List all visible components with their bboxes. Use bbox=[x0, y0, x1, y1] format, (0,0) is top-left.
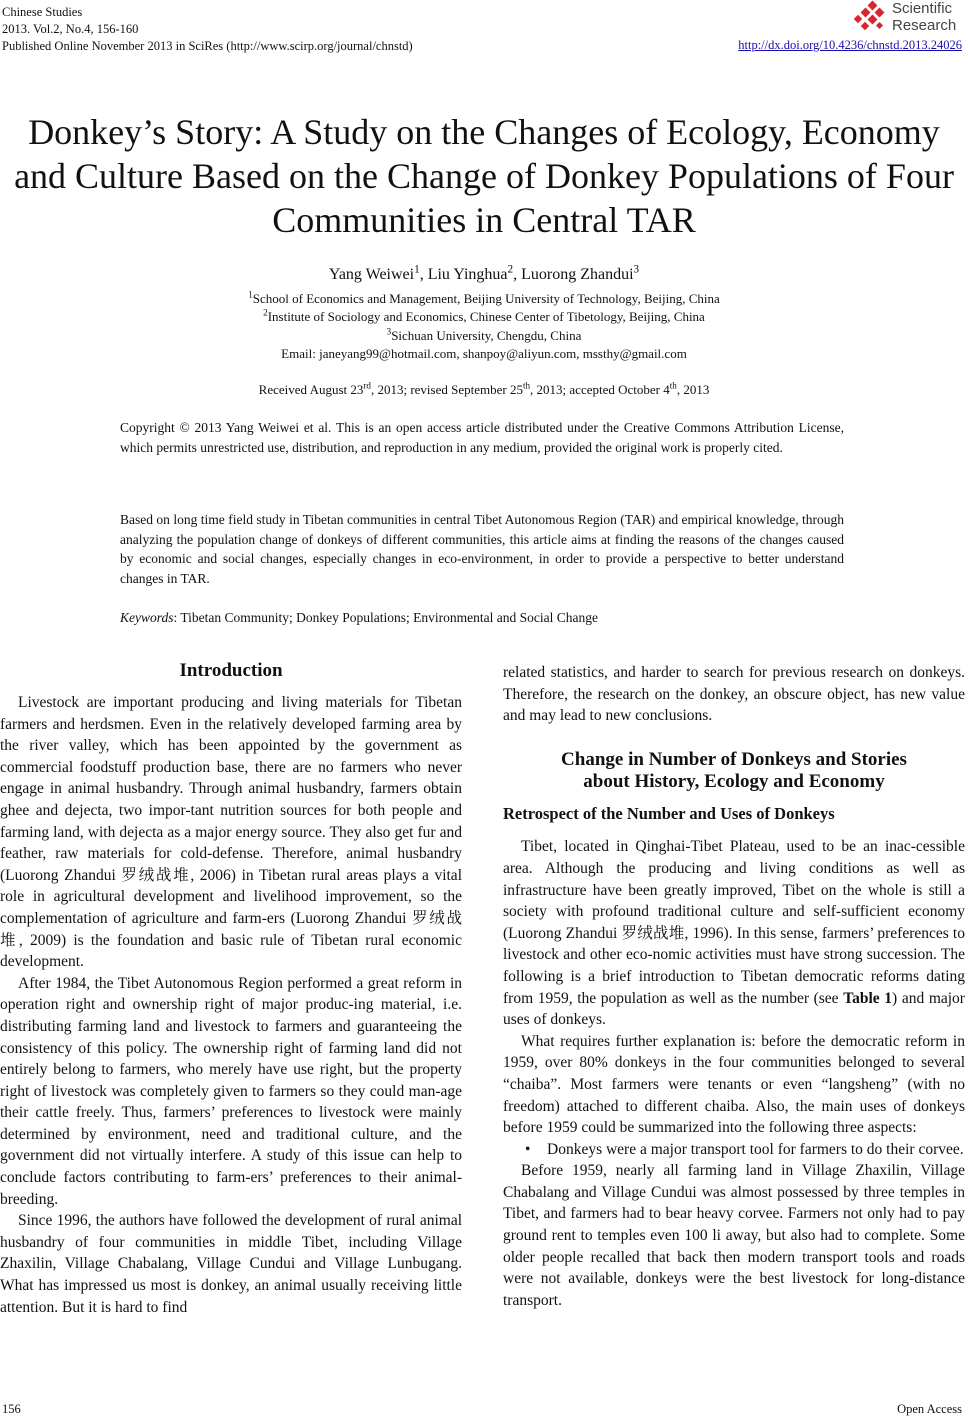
open-access-label: Open Access bbox=[897, 1402, 962, 1416]
publication-info: Published Online November 2013 in SciRes (http://www.scirp.org/journal/chnstd) bbox=[2, 39, 413, 53]
title-line-3: Communities in Central TAR bbox=[272, 200, 696, 240]
affiliation-mark: 3 bbox=[386, 326, 392, 337]
affiliation-text: School of Economics and Management, Beijing University of Technology, Beijing, China bbox=[252, 291, 720, 306]
author-name: Luorong Zhandui bbox=[521, 266, 634, 283]
abstract: Based on long time field study in Tibetan communities in central Tibet Autonomous Region (TAR) and empirical knowledge, through analyzing the population change of donkeys of different communities, this article aims at finding the reasons of the changes caused by economic and social changes, especially changes in eco-environment, in order to provide a perspective to better understand changes in TAR. bbox=[120, 512, 844, 586]
page-number: 156 bbox=[2, 1402, 21, 1416]
author-affiliation-mark: 1 bbox=[414, 263, 420, 276]
received-dates bbox=[0, 381, 968, 399]
table-reference: Table 1 bbox=[843, 989, 893, 1007]
affiliation-2 bbox=[0, 308, 968, 326]
paragraph: Since 1996, the authors have followed the development of rural animal husbandry of four communities in middle Tibet, including Village Zhaxilin, Village Chabalang, Village Cundui and Village Lunbugang. What has impressed us most is donkey, an animal usually receiving little attention. But it is hard to find bbox=[0, 1212, 462, 1316]
ordinal-suffix: rd bbox=[363, 380, 371, 391]
affiliation-1 bbox=[0, 290, 968, 308]
doi-link[interactable]: http://dx.doi.org/10.4236/chnstd.2013.24026 bbox=[738, 38, 962, 52]
author-affiliation-mark: 3 bbox=[633, 263, 640, 276]
ordinal-suffix: th bbox=[669, 380, 677, 391]
paragraph-text: Tibet, located in Qinghai-Tibet Plateau, used to be an inac-cessible area. Although the producing and living conditions as well as infrastructure have been greatly improved, Tibet on the whole is still a society with profound traditional culture and self-sufficient economy (Luorong Zhandui 罗绒战堆, 1996). In this sense, farmers’ preferences to livestock and other eco-nomic activities must have strong succession. The following is a brief introduction to Tibetan democratic reforms dating from 1959, the population as well as the number (see bbox=[503, 838, 965, 1007]
title-line-1: Donkey’s Story: A Study on the Changes of Ecology, Economy bbox=[28, 112, 940, 152]
paragraph: Livestock are important producing and living materials for Tibetan farmers and herdsmen. Even in the relatively developed farming area by the river valley, which has been appointed by the government as commercial foodstuff production base, there are no farmers who never engage in animal husbandry. Through animal husbandry, farmers obtain ghee and dejecta, two impor-tant nutrition sources for both people and farming land, with dejecta as a major energy source. They also get fur and feather, raw materials for cold-defense. Therefore, animal husbandry (Luorong Zhandui 罗绒战堆, 2006) in Tibetan rural areas plays a vital role in agricultural development and livelihood improvement, so the complementation of agriculture and farm-ers (Luorong Zhandui 罗绒战堆, 2009) is the foundation and basic rule of Tibetan rural economic development. bbox=[0, 694, 462, 971]
accepted-text: , 2013; accepted October 4 bbox=[530, 382, 670, 397]
keywords-label: Keywords bbox=[120, 610, 174, 625]
paragraph: Before 1959, nearly all farming land in Village Zhaxilin, Village Chabalang and Village Cundui was almost possessed by three temples in Tibet, and farmers had to bear heavy corvee. Farmers not only had to pay ground rent to temples even 100 li away, but also had to complete. Some older people recalled that back then modern transport tools and roads were not available, donkeys were the best livestock for long-distance transport. bbox=[503, 1162, 965, 1309]
section-heading-line-2: about History, Ecology and Economy bbox=[583, 770, 885, 792]
keywords bbox=[120, 608, 844, 628]
volume-info: 2013. Vol.2, No.4, 156-160 bbox=[2, 22, 139, 36]
author-name: Liu Yinghua bbox=[427, 266, 508, 283]
left-column bbox=[0, 660, 462, 1318]
ordinal-suffix: th bbox=[522, 380, 531, 391]
paragraph: What requires further explanation is: before the democratic reform in 1959, over 80% donkeys in the four communities belonged to several “chaiba”. Most farmers were tenants or even “langsheng” (with no freedom) attached to different chaiba. Also, the main uses of donkeys before 1959 could be summarized into the following three aspects: bbox=[503, 1032, 965, 1137]
bullet-icon: • bbox=[525, 1140, 531, 1158]
paper-title bbox=[0, 110, 968, 242]
affiliation-text: Sichuan University, Chengdu, China bbox=[391, 328, 582, 343]
journal-name: Chinese Studies bbox=[2, 5, 83, 19]
keywords-text: : Tibetan Community; Donkey Populations; Environmental and Social Change bbox=[173, 610, 598, 625]
author-name: Yang Weiwei bbox=[328, 266, 415, 283]
affiliation-mark: 1 bbox=[248, 289, 253, 300]
author-list: Yang Weiwei$^1$, Liu Yinghua$^2$, Luorong Zhandui$^3$ bbox=[328, 263, 640, 283]
received-text: Received August 23 bbox=[258, 382, 364, 397]
logo-line-2: Research bbox=[892, 17, 957, 34]
logo-line-1: Scientific bbox=[892, 0, 953, 17]
affiliation-mark: 2 bbox=[263, 307, 268, 318]
publisher-logo bbox=[854, 0, 964, 36]
bullet-text: Donkeys were a major transport tool for farmers to do their corvee. bbox=[547, 1140, 964, 1158]
paragraph: After 1984, the Tibet Autonomous Region performed a great reform in operation right and ownership right of major produc-ing material, i.e. distributing farming land and livestock to farmers and guaranteeing the consistency of this policy. The ownership right of farming land did not entirely belong to farmers, who merely have use right, but the property right of livestock was completely given to farmers so they could man-age their cattle freely. Thus, farmers’ preferences to livestock were mainly determined by environment, need and traditional culture, and the government did not virtually interfere. A study of this issue can help to conclude factors contributing to farm-ers’ preferences to their animal-breeding. bbox=[0, 974, 462, 1208]
revised-text: , 2013; revised September 25 bbox=[370, 382, 523, 397]
journal-header bbox=[2, 4, 413, 55]
paragraph bbox=[503, 836, 965, 1030]
right-column bbox=[503, 662, 965, 1311]
bullet-item bbox=[503, 1139, 965, 1161]
paragraph-continued: related statistics, and harder to search for previous research on donkeys. Therefore, the research on the donkey, an obscure object, has new value and may lead to new conclusions. bbox=[503, 664, 965, 725]
year-text: , 2013 bbox=[676, 382, 710, 397]
section-heading-introduction: Introduction bbox=[179, 660, 283, 681]
paragraph-text: ) and major uses of donkeys. bbox=[503, 989, 965, 1029]
copyright-notice: Copyright © 2013 Yang Weiwei et al. This is an open access article distributed under the Creative Commons Attribution License, which permits unrestricted use, distribution, and reproduction in any medium, provided the original work is properly cited. bbox=[120, 420, 844, 455]
author-affiliation-mark: 2 bbox=[507, 263, 514, 276]
author-emails: Email: janeyang99@hotmail.com, shanpoy@aliyun.com, mssthy@gmail.com bbox=[281, 346, 687, 361]
title-line-2: and Culture Based on the Change of Donkey Populations of Four bbox=[14, 156, 954, 196]
affiliation-3 bbox=[0, 327, 968, 345]
publisher-logo-icon bbox=[854, 0, 890, 36]
section-heading-line-1: Change in Number of Donkeys and Stories bbox=[561, 748, 907, 770]
subsection-heading: Retrospect of the Number and Uses of Donkeys bbox=[503, 803, 835, 823]
affiliation-text: Institute of Sociology and Economics, Chinese Center of Tibetology, Beijing, China bbox=[267, 309, 705, 324]
